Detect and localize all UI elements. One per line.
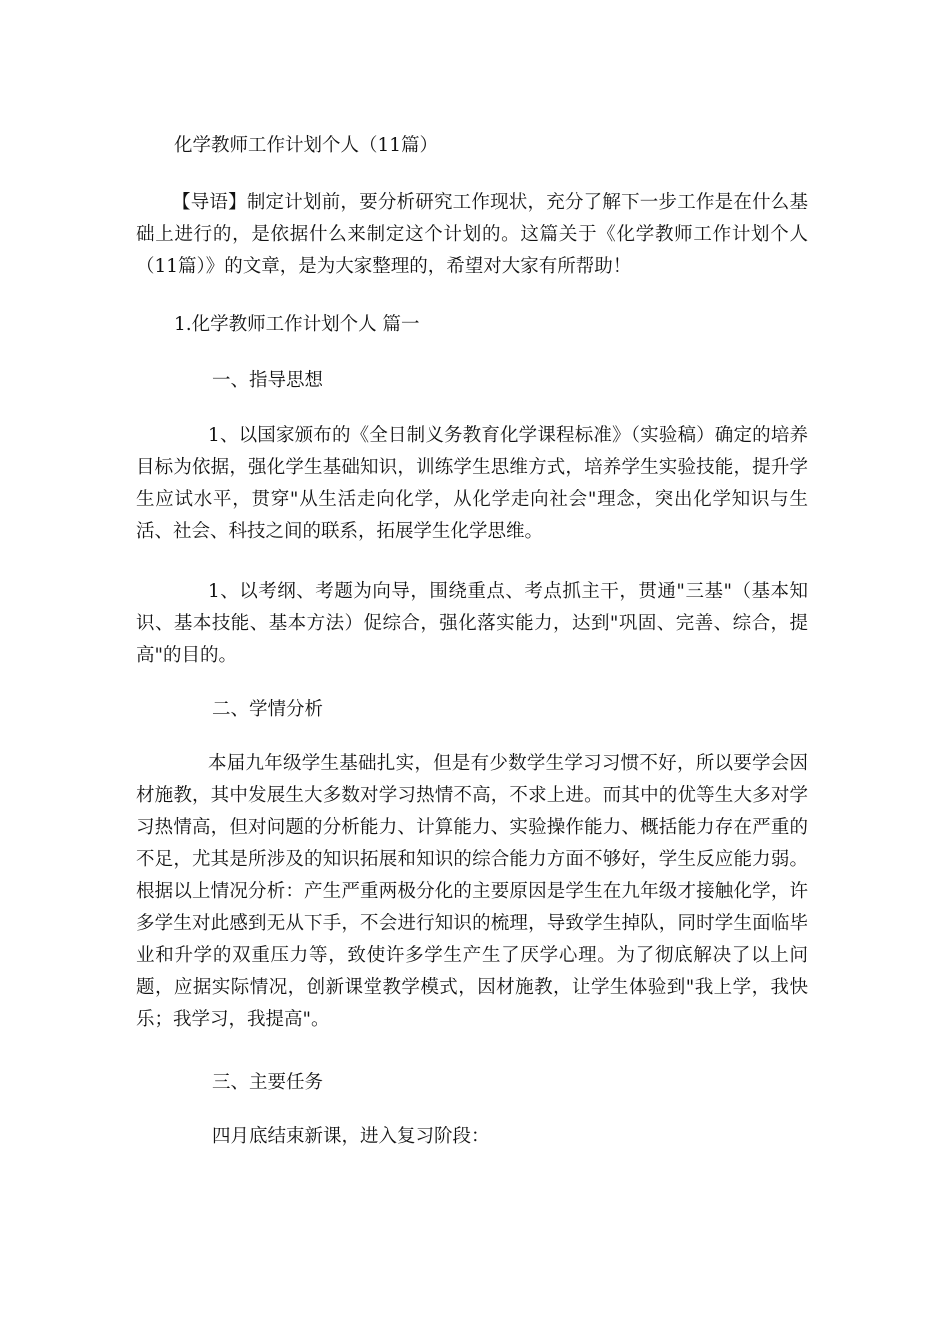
section-heading: 1.化学教师工作计划个人 篇一 (174, 314, 420, 335)
part3-paragraph-1: 四月底结束新课，进入复习阶段： (212, 1126, 490, 1147)
intro-paragraph: 【导语】制定计划前，要分析研究工作现状，充分了解下一步工作是在什么基础上进行的，是依据什么来制定这个计划的。这篇关于《化学教师工作计划个人（11篇）》的文章，是为大家整理的，希望对大家有所帮助！ (136, 192, 808, 277)
part1-paragraph-2: 1、以考纲、考题为向导，围绕重点、考点抓主干，贯通"三基"（基本知识、基本技能、基本方法）促综合，强化落实能力，达到"巩固、完善、综合，提高"的目的。 (136, 581, 808, 666)
document-title: 化学教师工作计划个人（11篇） (174, 135, 439, 156)
part1-paragraph-1: 1、以国家颁布的《全日制义务教育化学课程标准》（实验稿）确定的培养目标为依据，强化学生基础知识，训练学生思维方式，培养学生实验技能，提升学生应试水平，贯穿"从生活走向化学，从化学走向社会"理念，突出化学知识与生活、社会、科技之间的联系，拓展学生化学思维。 (136, 425, 808, 542)
part1-heading: 一、指导思想 (212, 370, 324, 391)
part3-heading: 三、主要任务 (212, 1072, 324, 1093)
part2-heading: 二、学情分析 (212, 699, 324, 720)
part2-paragraph-1: 本届九年级学生基础扎实，但是有少数学生学习习惯不好，所以要学会因材施教，其中发展生大多数对学习热情不高，不求上进。而其中的优等生大多对学习热情高，但对问题的分析能力、计算能力、实验操作能力、概括能力存在严重的不足，尤其是所涉及的知识拓展和知识的综合能力方面不够好，学生反应能力弱。根据以上情况分析：产生严重两极分化的主要原因是学生在九年级才接触化学，许多学生对此感到无从下手，不会进行知识的梳理，导致学生掉队，同时学生面临毕业和升学的双重压力等，致使许多学生产生了厌学心理。为了彻底解决了以上问题，应据实际情况，创新课堂教学模式，因材施教，让学生体验到"我上学，我快乐；我学习，我提高"。 (136, 753, 808, 1030)
